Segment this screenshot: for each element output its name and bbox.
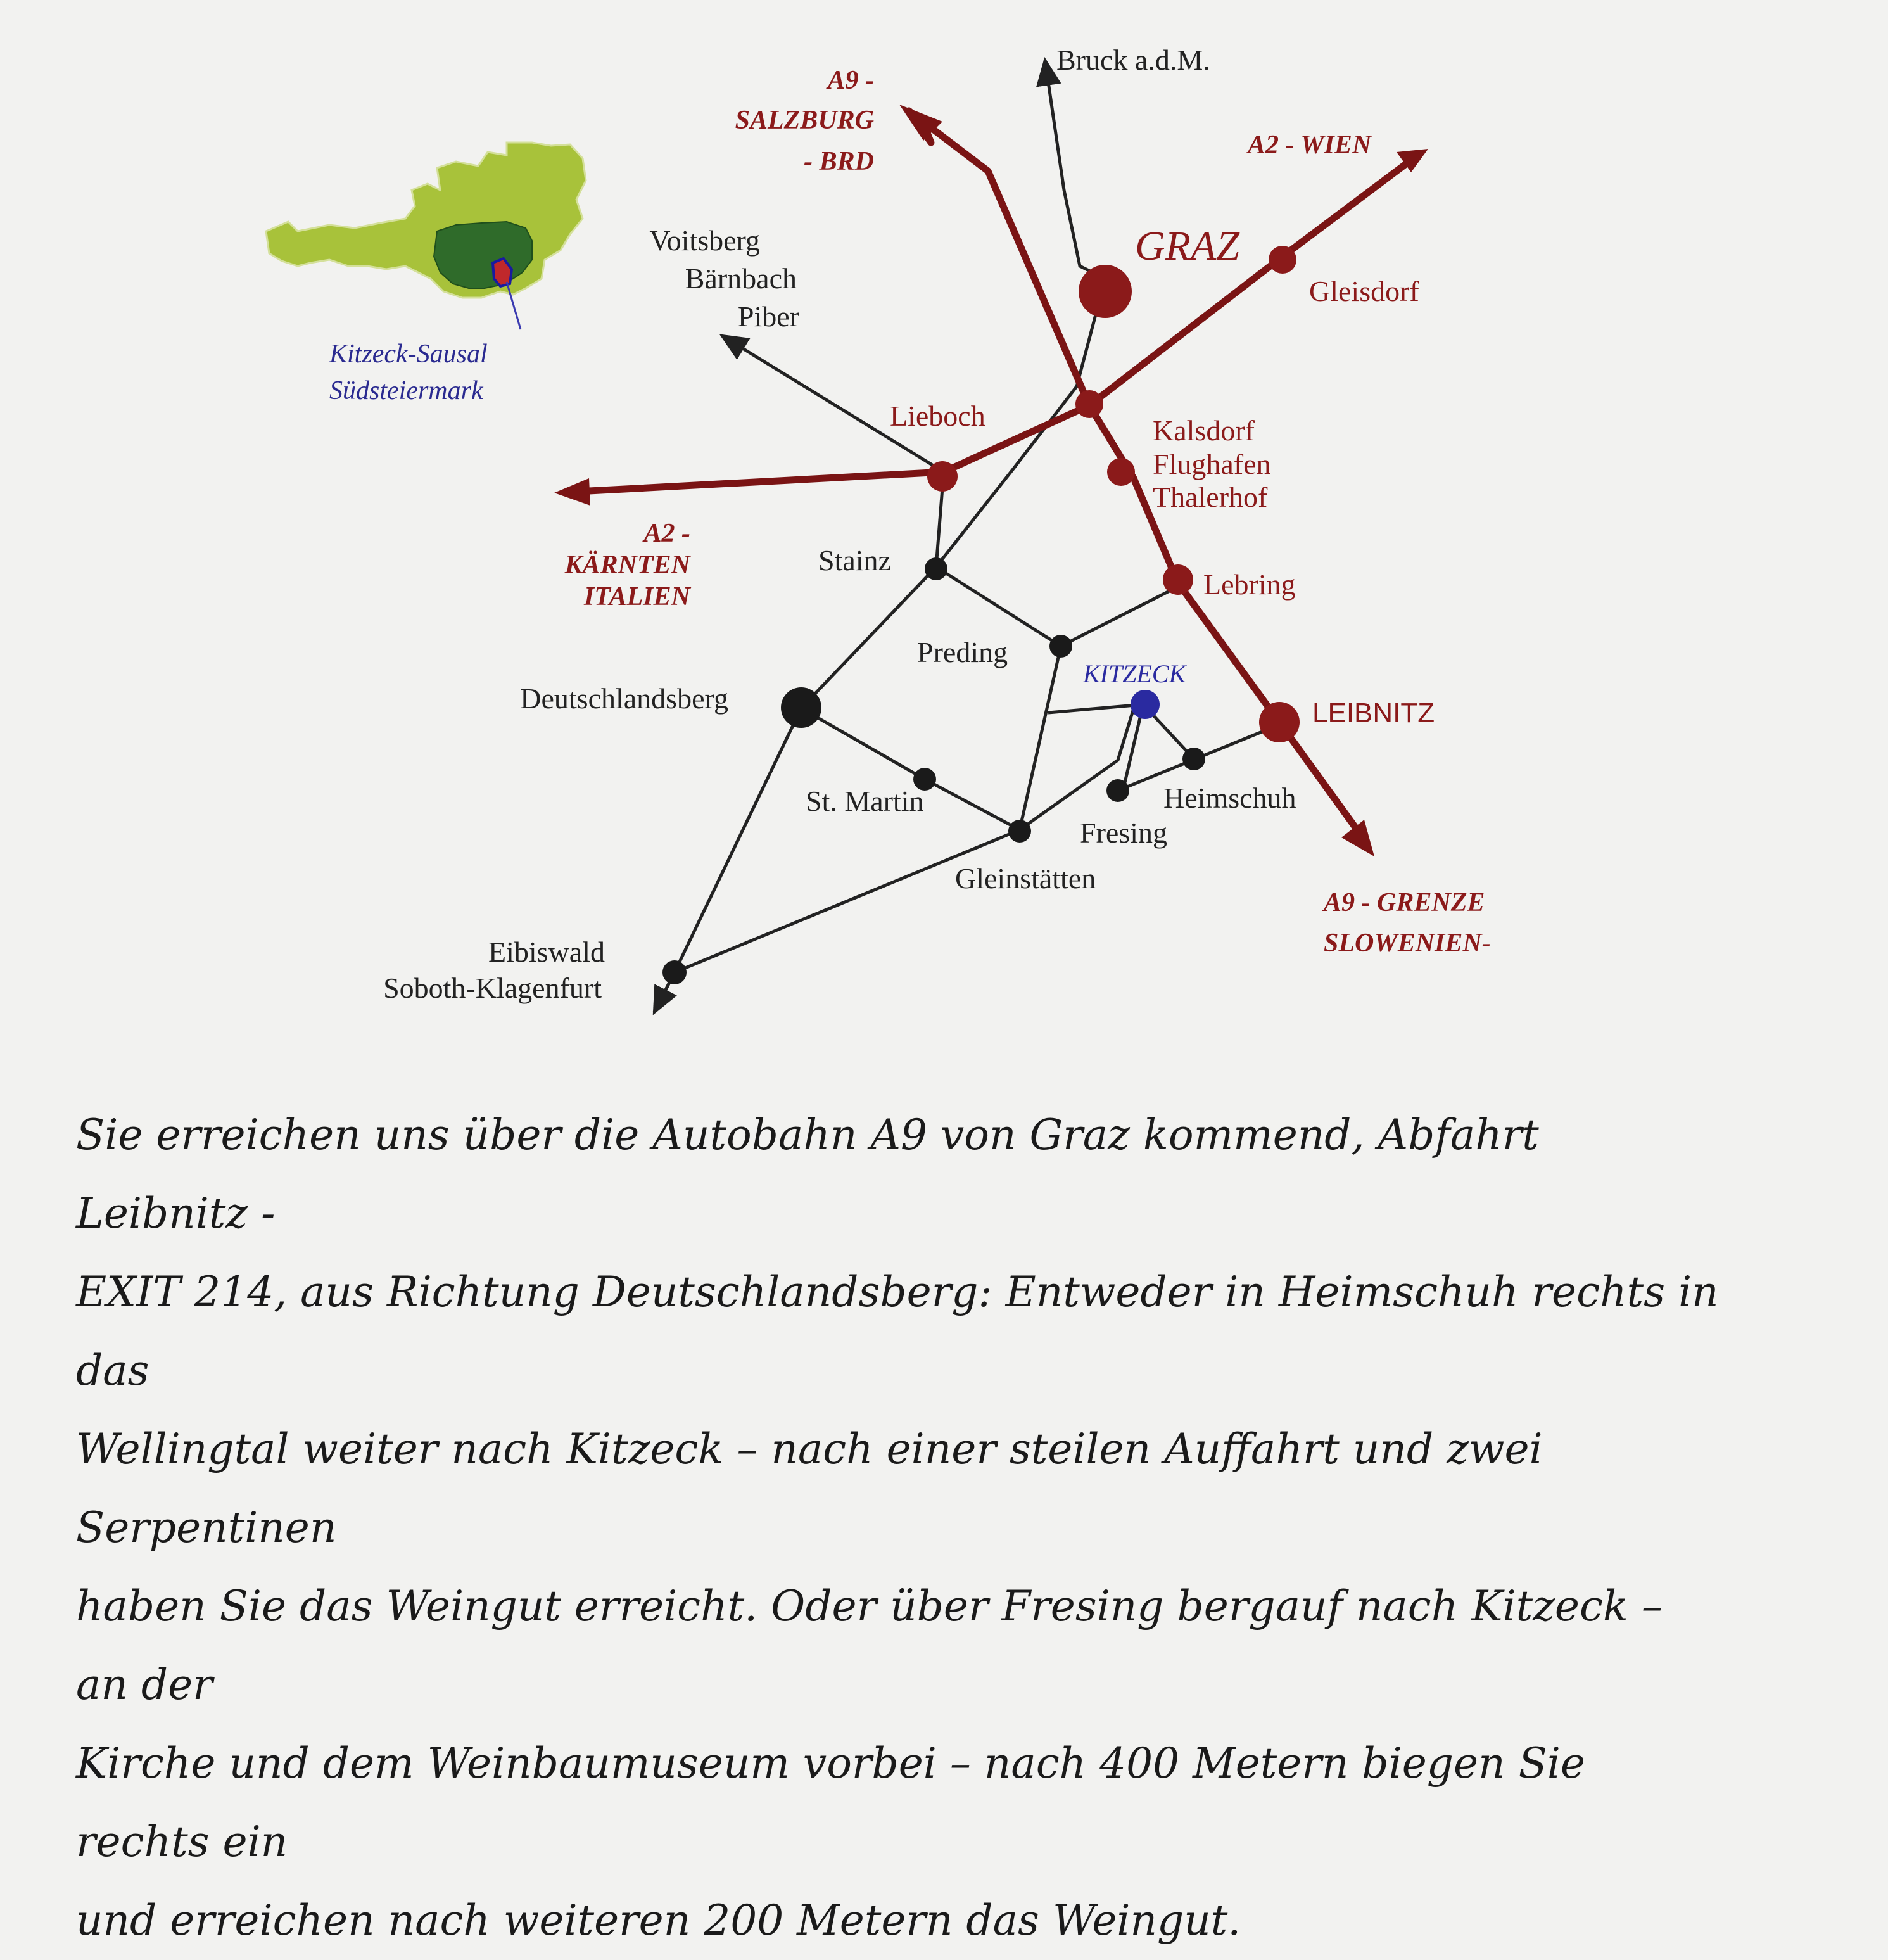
label-soboth: Soboth-Klagenfurt: [383, 972, 602, 1004]
label-heimschuh: Heimschuh: [1163, 782, 1296, 814]
label-st-martin: St. Martin: [806, 785, 924, 817]
stainz-marker: [925, 557, 947, 580]
a2-east-label: A2 - WIEN: [1248, 130, 1372, 160]
label-gleisdorf: Gleisdorf: [1309, 275, 1419, 307]
label-bruck: Bruck a.d.M.: [1056, 44, 1210, 76]
graz-marker: [1079, 265, 1132, 318]
label-lebring: Lebring: [1203, 568, 1296, 601]
a9-south-label-1: A9 - GRENZE: [1324, 888, 1485, 917]
label-voitsberg: Voitsberg: [649, 224, 760, 257]
inset-label-line1: Kitzeck-Sausal: [329, 340, 488, 369]
preding-marker: [1049, 635, 1072, 658]
eibiswald-marker: [662, 960, 687, 984]
deutschlandsberg-marker: [781, 687, 821, 728]
label-stainz: Stainz: [818, 544, 891, 576]
label-graz: GRAZ: [1135, 223, 1239, 269]
directions-line: Sie erreichen uns über die Autobahn A9 von Graz kommend, Abfahrt Leibnitz -: [76, 1110, 1539, 1238]
label-baernbach: Bärnbach: [685, 262, 797, 295]
directions-line: und erreichen nach weiteren 200 Metern das Weingut.: [76, 1896, 1241, 1945]
directions-line: EXIT 214, aus Richtung Deutschlandsberg: Entweder in Heimschuh rechts in das: [76, 1268, 1719, 1395]
label-thalerhof: Thalerhof: [1153, 481, 1268, 513]
directions-line: Kirche und dem Weinbaumuseum vorbei – nach 400 Metern biegen Sie rechts ein: [76, 1739, 1585, 1866]
heimschuh-marker: [1182, 748, 1205, 770]
highways: [554, 105, 1428, 856]
kitzeck-marker: [1131, 690, 1160, 719]
label-fresing: Fresing: [1080, 817, 1167, 849]
lieboch-marker: [927, 461, 958, 492]
a2-west-label-1: A2 -: [643, 519, 690, 548]
label-leibnitz: LEIBNITZ: [1312, 697, 1435, 729]
a2-west-label-2: KÄRNTEN: [564, 550, 690, 580]
label-flughafen: Flughafen: [1153, 448, 1271, 480]
lebring-marker: [1163, 564, 1193, 595]
label-kitzeck: KITZECK: [1083, 659, 1186, 688]
directions-line: haben Sie das Weingut erreicht. Oder über Fresing bergauf nach Kitzeck – an der: [76, 1582, 1663, 1709]
leibnitz-marker: [1259, 702, 1300, 742]
austria-inset-map: [266, 143, 586, 405]
a9-north-label-3: - BRD: [804, 147, 874, 176]
a9-south-label-2: SLOWENIEN-: [1324, 929, 1491, 958]
gleinstaetten-marker: [1008, 820, 1031, 843]
kalsdorf-marker: [1107, 458, 1135, 486]
directions-line: Wellingtal weiter nach Kitzeck – nach einer steilen Auffahrt und zwei Serpentinen: [76, 1425, 1543, 1552]
label-gleinstaetten: Gleinstätten: [955, 862, 1096, 894]
a9-north-label-2: SALZBURG: [735, 106, 874, 135]
label-kalsdorf: Kalsdorf: [1153, 414, 1255, 447]
a2-west-label-3: ITALIEN: [583, 582, 690, 611]
a9-north-label-1: A9 -: [827, 66, 874, 95]
directions-text: [76, 1096, 1723, 1960]
gleisdorf-marker: [1269, 246, 1296, 274]
inset-label-line2: Südsteiermark: [329, 376, 483, 405]
fresing-marker: [1106, 779, 1129, 802]
austria-shape: [266, 143, 586, 298]
label-deutschlandsberg: Deutschlandsberg: [520, 682, 728, 715]
label-eibiswald: Eibiswald: [488, 936, 605, 968]
label-piber: Piber: [737, 300, 799, 333]
label-lieboch: Lieboch: [890, 400, 985, 432]
autobahn-junction-marker: [1075, 390, 1103, 418]
label-preding: Preding: [917, 636, 1008, 668]
